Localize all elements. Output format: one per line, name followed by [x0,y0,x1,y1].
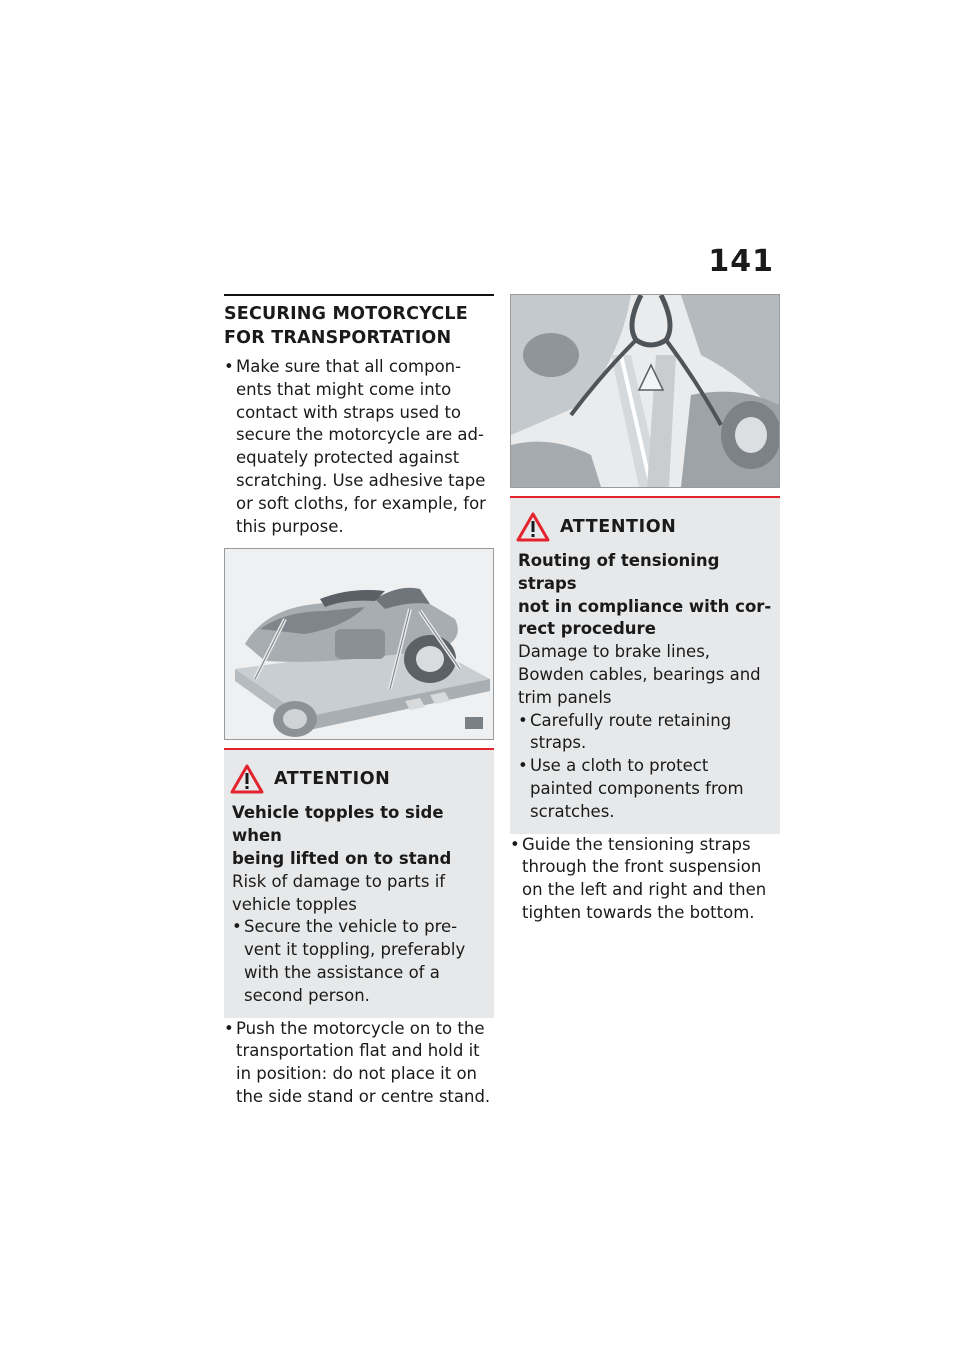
warning-box-topple [224,748,494,1017]
warning-risk: Risk of damage to parts if vehicle topples [232,871,446,914]
right-column [510,294,780,925]
intro-bullet-list [224,356,494,538]
push-bullet-list [224,1018,494,1109]
warning-title: ATTENTION [274,769,391,790]
warning-actions [518,710,772,824]
motorcycle-on-trailer-image [224,548,494,740]
guide-bullet-list [510,834,780,925]
warning-box-routing [510,496,780,834]
list-item: • Secure the vehicle to pre- vent it toppling, preferably with the assistance of a second person. [232,916,486,1007]
list-item: • Use a cloth to protect painted components from scratches. [518,755,772,823]
page-number: 141 [708,244,774,279]
section-title: SECURING MOTORCYCLE FOR TRANSPORTATION [224,294,494,350]
warning-actions [232,916,486,1007]
front-suspension-straps-image [510,294,780,488]
left-column [224,294,494,1109]
warning-triangle-icon [230,764,264,794]
list-item: • Push the motorcycle on to the transportation flat and hold it in position: do not place it on the side stand or centre stand. [224,1018,494,1109]
list-item: • Carefully route retaining straps. [518,710,772,756]
list-item: • Guide the tensioning straps through the front suspension on the left and right and then tighten towards the bottom. [510,834,780,925]
warning-subject: Vehicle topples to side when being lifted on to stand [232,803,452,868]
warning-title: ATTENTION [560,517,677,537]
warning-triangle-icon [516,512,550,542]
warning-subject: Routing of tensioning straps not in compliance with cor- rect procedure [518,551,772,639]
list-item: • Make sure that all compon- ents that might come into contact with straps used to secure the motorcycle are ad- equately protected against scratching. Use adhesive tape or soft cloths, for example, for this purpose. [224,356,494,538]
warning-risk: Damage to brake lines, Bowden cables, bearings and trim panels [518,642,761,707]
